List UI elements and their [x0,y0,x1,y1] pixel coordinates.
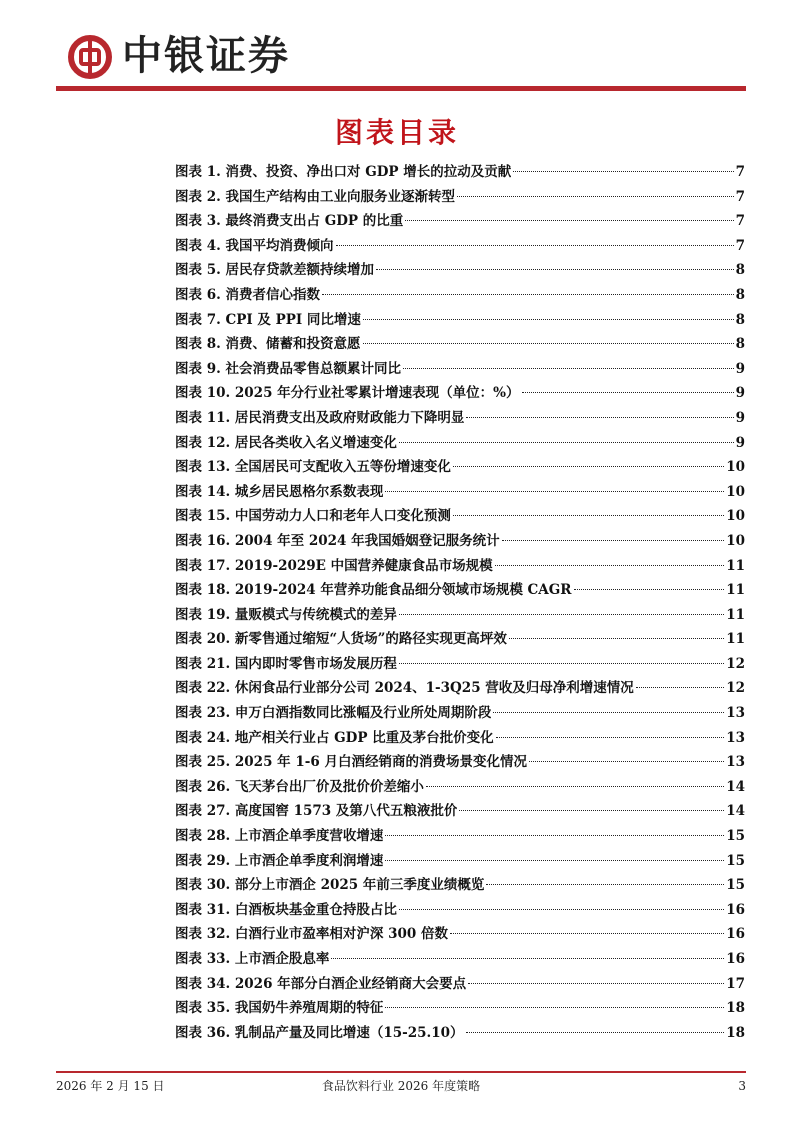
toc-entry-label: 图表 11. 居民消费支出及政府财政能力下降明显 [175,409,465,426]
toc-entry-page: 15 [726,828,745,845]
toc-entry[interactable] [175,750,745,775]
footer-divider [56,1071,746,1073]
toc-dot-leader [457,196,734,197]
toc-dot-leader [363,319,734,320]
toc-entry-label: 图表 35. 我国奶牛养殖周期的特征 [175,1000,384,1017]
toc-entry-page: 10 [726,483,745,500]
toc-entry-page: 14 [726,778,745,795]
toc-dot-leader [513,171,733,172]
toc-entry-page: 11 [726,631,745,648]
toc-entry[interactable] [175,258,745,283]
toc-entry-page: 18 [726,1000,745,1017]
toc-entry[interactable] [175,676,745,701]
toc-entry[interactable] [175,824,745,849]
toc-dot-leader [385,860,724,861]
toc-dot-leader [466,1032,725,1033]
toc-entry-label: 图表 29. 上市酒企单季度利润增速 [175,852,384,869]
toc-entry-page: 16 [726,951,745,967]
toc-dot-leader [502,540,725,541]
toc-entry-page: 8 [735,286,745,303]
toc-entry[interactable] [175,160,745,185]
toc-entry[interactable] [175,431,745,456]
toc-dot-leader [363,343,734,344]
toc-entry-page: 10 [726,508,745,525]
toc-entry-page: 11 [726,557,745,574]
toc-dot-leader [385,491,724,492]
toc-entry-page: 10 [726,532,745,549]
toc-entry-page: 9 [735,434,745,451]
toc-dot-leader [331,958,724,959]
toc-entry-page: 9 [735,385,745,402]
toc-entry-page: 13 [726,705,745,722]
toc-dot-leader [636,687,724,688]
toc-entry-page: 13 [726,754,745,771]
toc-entry-label: 图表 36. 乳制品产量及同比增速（15-25.10） [175,1024,464,1041]
toc-entry-label: 图表 32. 白酒行业市盈率相对沪深 300 倍数 [175,926,448,943]
toc-dot-leader [399,663,724,664]
toc-entry-page: 12 [726,655,745,672]
toc-entry[interactable] [175,308,745,333]
toc-entry-label: 图表 12. 居民各类收入名义增速变化 [175,434,397,451]
bank-of-china-logo-icon [68,35,112,79]
toc-entry[interactable] [175,554,745,579]
toc-entry-page: 17 [726,975,745,992]
brand-name: 中银证券 [122,33,290,79]
toc-dot-leader [376,269,734,270]
toc-entry[interactable] [175,234,745,259]
toc-entry[interactable] [175,185,745,210]
toc-entry[interactable] [175,898,745,923]
toc-entry-page: 9 [735,360,745,377]
toc-entry-label: 图表 27. 高度国窖 1573 及第八代五粮液批价 [175,803,458,820]
toc-entry[interactable] [175,332,745,357]
page-footer [56,1077,746,1095]
toc-dot-leader [509,638,724,639]
toc-list [175,160,745,1045]
toc-entry-page: 7 [735,188,745,205]
toc-entry-label: 图表 30. 部分上市酒企 2025 年前三季度业绩概览 [175,877,485,894]
toc-entry[interactable] [175,775,745,800]
toc-entry-page: 8 [735,311,745,328]
toc-dot-leader [403,368,734,369]
toc-entry-label: 图表 9. 社会消费品零售总额累计同比 [175,360,401,377]
footer-page-number: 3 [738,1079,746,1093]
toc-entry-page: 16 [726,901,745,918]
toc-entry[interactable] [175,873,745,898]
toc-entry[interactable] [175,480,745,505]
toc-entry[interactable] [175,504,745,529]
toc-entry[interactable] [175,947,745,972]
toc-entry-label: 图表 2. 我国生产结构由工业向服务业逐渐转型 [175,188,455,205]
toc-dot-leader [529,761,724,762]
toc-dot-leader [495,565,725,566]
toc-dot-leader [453,466,724,467]
page-header [0,0,794,100]
toc-entry[interactable] [175,1021,745,1046]
toc-entry-label: 图表 19. 量贩模式与传统模式的差异 [175,606,397,623]
toc-entry-label: 图表 6. 消费者信心指数 [175,286,320,303]
toc-dot-leader [496,737,725,738]
toc-entry-label: 图表 10. 2025 年分行业社零累计增速表现（单位：%） [175,385,520,402]
toc-entry-label: 图表 14. 城乡居民恩格尔系数表现 [175,483,384,500]
toc-entry-page: 15 [726,852,745,869]
toc-entry-label: 图表 18. 2019-2024 年营养功能食品细分领域市场规模 CAGR [175,582,572,599]
toc-entry-page: 10 [726,459,745,476]
toc-entry-page: 15 [726,877,745,894]
toc-entry-label: 图表 20. 新零售通过缩短“人货场”的路径实现更高坪效 [175,631,507,648]
toc-entry-page: 14 [726,803,745,820]
toc-entry[interactable] [175,652,745,677]
toc-entry-label: 图表 8. 消费、储蓄和投资意愿 [175,336,361,353]
toc-dot-leader [486,884,724,885]
toc-entry-label: 图表 15. 中国劳动力人口和老年人口变化预测 [175,508,451,525]
header-divider [56,86,746,91]
toc-dot-leader [453,515,724,516]
toc-entry[interactable] [175,406,745,431]
toc-entry[interactable] [175,283,745,308]
toc-entry-page: 12 [726,680,745,697]
toc-dot-leader [450,933,724,934]
toc-entry-label: 图表 24. 地产相关行业占 GDP 比重及茅台批价变化 [175,729,494,746]
toc-entry[interactable] [175,603,745,628]
toc-dot-leader [399,909,724,910]
toc-dot-leader [322,294,734,295]
toc-dot-leader [468,983,724,984]
toc-entry[interactable] [175,627,745,652]
toc-entry[interactable] [175,381,745,406]
toc-entry-label: 图表 34. 2026 年部分白酒企业经销商大会要点 [175,975,467,992]
toc-entry-page: 9 [735,409,745,426]
toc-entry[interactable] [175,972,745,997]
toc-entry[interactable] [175,996,745,1021]
footer-date: 2026 年 2 月 15 日 [56,1079,165,1093]
toc-entry-label: 图表 21. 国内即时零售市场发展历程 [175,655,397,672]
toc-entry[interactable] [175,799,745,824]
toc-dot-leader [399,442,734,443]
toc-dot-leader [466,417,733,418]
toc-entry-page: 18 [726,1024,745,1041]
toc-dot-leader [399,614,724,615]
toc-entry-page: 7 [735,237,745,254]
toc-dot-leader [336,245,734,246]
toc-entry-page: 7 [735,164,745,180]
toc-entry-label: 图表 16. 2004 年至 2024 年我国婚姻登记服务统计 [175,532,500,549]
toc-entry-page: 8 [735,336,745,353]
toc-entry[interactable] [175,529,745,554]
toc-entry-label: 图表 17. 2019-2029E 中国营养健康食品市场规模 [175,557,493,574]
toc-entry-page: 8 [735,262,745,279]
toc-dot-leader [426,786,724,787]
toc-entry-label: 图表 33. 上市酒企股息率 [175,951,330,967]
toc-entry-label: 图表 1. 消费、投资、净出口对 GDP 增长的拉动及贡献 [175,164,512,180]
toc-dot-leader [385,1007,724,1008]
toc-title: 图表目录 [334,116,459,149]
toc-entry-label: 图表 13. 全国居民可支配收入五等份增速变化 [175,459,451,476]
toc-entry[interactable] [175,849,745,874]
toc-entry-page: 11 [726,582,745,599]
toc-entry[interactable] [175,455,745,480]
toc-entry-label: 图表 22. 休闲食品行业部分公司 2024、1-3Q25 营收及归母净利增速情况 [175,680,634,697]
toc-entry[interactable] [175,357,745,382]
toc-entry[interactable] [175,922,745,947]
toc-entry-label: 图表 25. 2025 年 1-6 月白酒经销商的消费场景变化情况 [175,754,527,771]
toc-entry[interactable] [175,209,745,234]
toc-entry-label: 图表 26. 飞天茅台出厂价及批价价差缩小 [175,778,424,795]
toc-entry-label: 图表 7. CPI 及 PPI 同比增速 [175,311,361,328]
toc-entry-label: 图表 23. 申万白酒指数同比涨幅及行业所处周期阶段 [175,705,492,722]
toc-entry-label: 图表 3. 最终消费支出占 GDP 的比重 [175,213,404,230]
toc-dot-leader [522,392,734,393]
toc-entry-page: 11 [726,606,745,623]
toc-dot-leader [459,810,724,811]
toc-entry[interactable] [175,726,745,751]
toc-entry[interactable] [175,701,745,726]
toc-dot-leader [493,712,724,713]
toc-dot-leader [574,589,725,590]
toc-entry-page: 7 [735,213,745,230]
toc-entry-label: 图表 31. 白酒板块基金重仓持股占比 [175,901,397,918]
toc-entry-label: 图表 5. 居民存贷款差额持续增加 [175,262,374,279]
toc-entry-page: 13 [726,729,745,746]
footer-doc-title: 食品饮料行业 2026 年度策略 [321,1079,481,1093]
toc-dot-leader [385,835,724,836]
toc-entry-page: 16 [726,926,745,943]
toc-entry-label: 图表 4. 我国平均消费倾向 [175,237,334,254]
toc-entry-label: 图表 28. 上市酒企单季度营收增速 [175,828,384,845]
toc-entry[interactable] [175,578,745,603]
toc-dot-leader [405,220,733,221]
